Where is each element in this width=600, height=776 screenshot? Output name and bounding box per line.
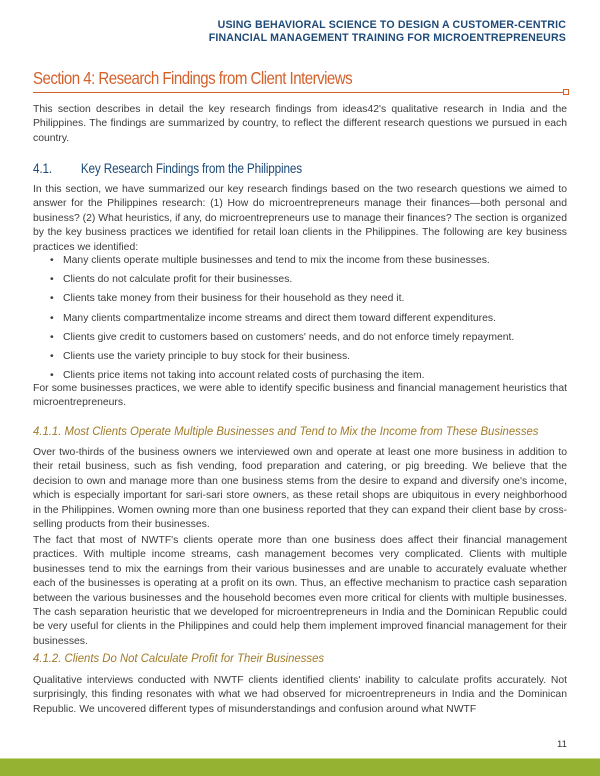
list-item-text: Clients take money from their business for their household as they need it. (63, 293, 405, 305)
list-item-text: Clients do not calculate profit for their businesses. (63, 274, 293, 286)
running-header-line-1: USING BEHAVIORAL SCIENCE TO DESIGN A CUSTOMER-CENTRIC (217, 19, 566, 31)
footer-bar (0, 758, 600, 776)
list-item (50, 312, 570, 331)
section-title: Section 4: Research Findings from Client Interviews (33, 68, 353, 88)
heuristics-paragraph: For some businesses practices, we were able to identify specific business and financial management heuristics that microentrepreneurs. (33, 383, 567, 409)
bullet-icon: • (50, 293, 54, 305)
list-item-text: Many clients operate multiple businesses and tend to mix the income from these businesses. (63, 255, 490, 266)
bullet-icon: • (50, 255, 54, 266)
list-item (50, 254, 570, 273)
paragraph-multiple-businesses-1: Over two-thirds of the business owners we interviewed own and operate at least one more business in addition to their retail business, such as fish vending, food preparation and catering, or pig breeding. We believe that the decision to own and manage more than one business stems from the desire to expand and diversify one's income, which is especially important for sari-sari store owners, as these retail shops are ubiquitous in every neighborhood in the Philippines. Women owning more than one business reported that they can expand their client base by cross-selling products from their businesses. (33, 447, 567, 531)
key-practices-list (50, 254, 570, 388)
subsection-intro: In this section, we have summarized our key research findings based on the two research questions we aimed to answer for the Philippines research: (1) How do microentrepreneurs manage their finances—both personal and business? (2) What heuristics, if any, do microentrepreneurs use to manage their finances? The section is organized by the key business practices we identified for retail loan clients in the Philippines. The following are key business practices we identified: (33, 184, 567, 253)
section-divider (33, 92, 567, 93)
subsection-heading-4-1 (33, 160, 302, 176)
list-item (50, 273, 570, 292)
subsection-title: Key Research Findings from the Philippines (80, 160, 302, 176)
list-item (50, 292, 570, 311)
section-intro: This section describes in detail the key research findings from ideas42's qualitative research in India and the Philippines. The findings are summarized by country, to reflect the different research questions we pursued in each country. (33, 104, 567, 144)
running-header (66, 19, 566, 44)
bullet-icon: • (50, 331, 54, 343)
list-item-text: Many clients compartmentalize income streams and direct them toward different expenditures. (63, 312, 496, 324)
subsection-number: 4.1. (33, 160, 52, 176)
list-item (50, 350, 570, 369)
bullet-icon: • (50, 274, 54, 286)
running-header-line-2: FINANCIAL MANAGEMENT TRAINING FOR MICROENTREPRENEURS (208, 31, 566, 44)
list-item-text: Clients price items not taking into account related costs of purchasing the item. (63, 370, 425, 382)
subsection-heading-4-1-2: 4.1.2. Clients Do Not Calculate Profit for Their Businesses (33, 651, 325, 665)
bullet-icon: • (50, 370, 54, 382)
divider-end-square-icon (563, 89, 569, 95)
list-item (50, 331, 570, 350)
list-item-text: Clients use the variety principle to buy stock for their business. (63, 350, 351, 362)
paragraph-profit-calculation: Qualitative interviews conducted with NWTF clients identified clients' inability to calculate profits accurately. Not surprisingly, this finding resonates with what we had observed for microentrepreneurs in India and the Dominican Republic. We uncovered different types of misunderstandings and confusion around what NWTF (33, 675, 567, 715)
bullet-icon: • (50, 312, 54, 324)
bullet-icon: • (50, 350, 54, 362)
subsection-heading-4-1-1: 4.1.1. Most Clients Operate Multiple Businesses and Tend to Mix the Income from These Businesses (33, 424, 539, 438)
list-item-text: Clients give credit to customers based on customers' needs, and do not enforce timely repayment. (63, 331, 515, 343)
paragraph-multiple-businesses-2: The fact that most of NWTF's clients operate more than one business does affect their financial management practices. With multiple income streams, cash management becomes very complicated. Clients with multiple businesses tend to mix the earnings from their various businesses and are unable to accurately evaluate whether each of the businesses is operating at a profit on its own. Thus, an effective mechanism to practice cash separation between the various businesses and the household becomes even more critical for clients with multiple businesses. The cash separation heuristic that we developed for microentrepreneurs in India and the Dominican Republic could be very useful for clients in the Philippines and could help them implement improved financial management for their businesses. (33, 535, 567, 647)
page-number: 11 (557, 739, 567, 750)
